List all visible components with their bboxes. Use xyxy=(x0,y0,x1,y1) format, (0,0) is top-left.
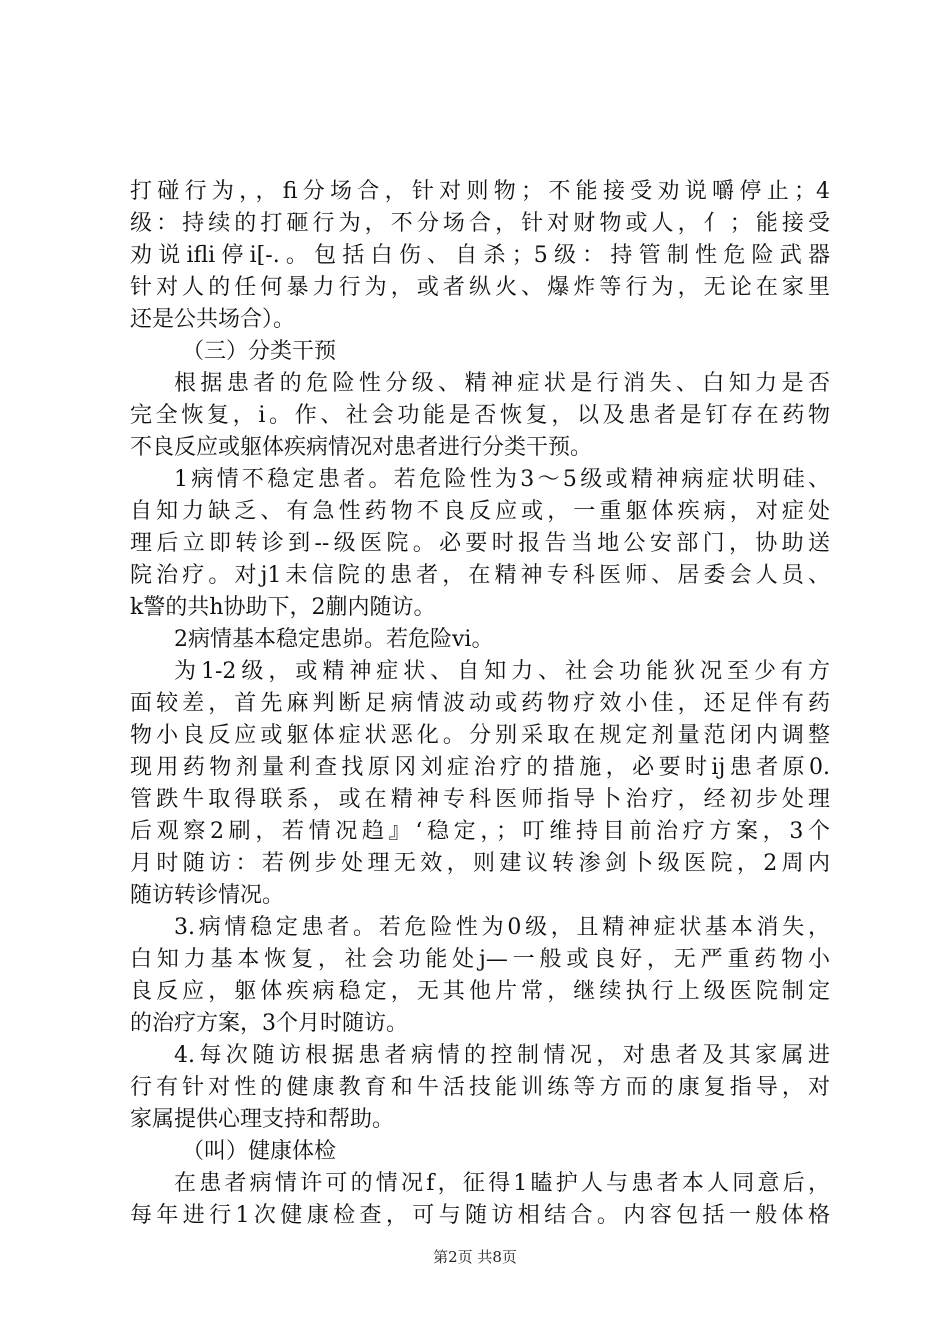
text-line: 管跌牛取得联系，或在精神专科医师指导卜治疗，经初步处理 xyxy=(130,787,830,812)
text-line: 每年进行1次健康检查，可与随访相结合。内容包括一般体格 xyxy=(130,1203,830,1228)
text-line: 3.病情稳定患者。若危险性为0级，且精神症状基本消失， xyxy=(174,915,830,940)
text-line: 的治疗方案，3个月时随访。 xyxy=(130,1011,408,1036)
text-line: 行有针对性的健康教育和牛活技能训练等方而的康复指导，对 xyxy=(130,1075,830,1100)
text-line: 白知力基本恢复，社会功能处j—一般或良好，无严重药物小 xyxy=(130,947,830,972)
text-line: 打碰行为，，fi分场合，针对则物；不能接受劝说嚼停止；4 xyxy=(130,179,830,204)
text-line: 月时随访：若例步处理无效，则建议转渗剑卜级医院，2周内 xyxy=(130,851,830,876)
text-line: 针对人的任何暴力行为，或者纵火、爆炸等行为，无论在家里 xyxy=(130,275,830,300)
text-line: 完全恢复，i。作、社会功能是否恢复，以及患者是钉存在药物 xyxy=(130,403,830,428)
text-line: 院治疗。对j1未信院的患者，在精神专科医师、居委会人员、 xyxy=(130,563,830,588)
text-line: 自知力缺乏、有急性药物不良反应或，一重躯体疾病，对症处 xyxy=(130,499,830,524)
text-line: 物小良反应或躯体症状恶化。分别采取在规定剂量范闭内调整 xyxy=(130,723,830,748)
text-line: 1病情不稳定患者。若危险性为3～5级或精神病症状明硅、 xyxy=(174,467,830,492)
text-line: 还是公共场合）。 xyxy=(130,307,296,332)
body-text xyxy=(130,176,830,1232)
text-line: 劝说ifli停i[-.。包括白伤、自杀；5级：持管制性危险武器 xyxy=(130,243,830,268)
text-line: 2病情基本稳定患峁。若危险vi。 xyxy=(174,627,494,652)
text-line: 现用药物剂量利查找原冈刘症治疗的措施，必要时ij患者原0. xyxy=(130,755,830,780)
text-line: 根据患者的危险性分级、精神症状是行消失、白知力是否 xyxy=(174,371,830,396)
text-line: 良反应，躯体疾病稳定，无其他片常，继续执行上级医院制定 xyxy=(130,979,830,1004)
text-line: 级：持续的打砸行为，不分场合，针对财物或人，亻；能接受 xyxy=(130,211,830,236)
text-line: 不良反应或躯体疾病情况对患者进行分类干预。 xyxy=(130,435,593,460)
section-heading: （三）分类干预 xyxy=(182,339,337,364)
text-line: k警的共h协助下，2蒯内随访。 xyxy=(130,595,436,620)
text-line: 理后立即转诊到--级医院。必要时报告当地公安部门，协助送 xyxy=(130,531,830,556)
text-line: 面较差，首先麻判断足病情波动或药物疗效小佳，还足伴有药 xyxy=(130,691,830,716)
section-heading: （叫）健康体检 xyxy=(182,1139,337,1164)
page-footer: 第2页 共8页 xyxy=(433,1248,517,1266)
text-line: 后观察2刷，若情况趋』‘稳定，；叮维持目前治疗方案，3个 xyxy=(130,819,830,844)
text-line: 4.每次随访根据患者病情的控制情况，对患者及其家属进 xyxy=(174,1043,830,1068)
text-line: 为1-2级，或精神症状、自知力、社会功能狄况至少有方 xyxy=(174,659,830,684)
text-line: 随访转诊情况。 xyxy=(130,883,285,908)
text-line: 家属提供心理支持和帮助。 xyxy=(130,1107,395,1132)
text-line: 在患者病情许可的情况f，征得1瞌护人与患者本人同意后， xyxy=(174,1171,830,1196)
